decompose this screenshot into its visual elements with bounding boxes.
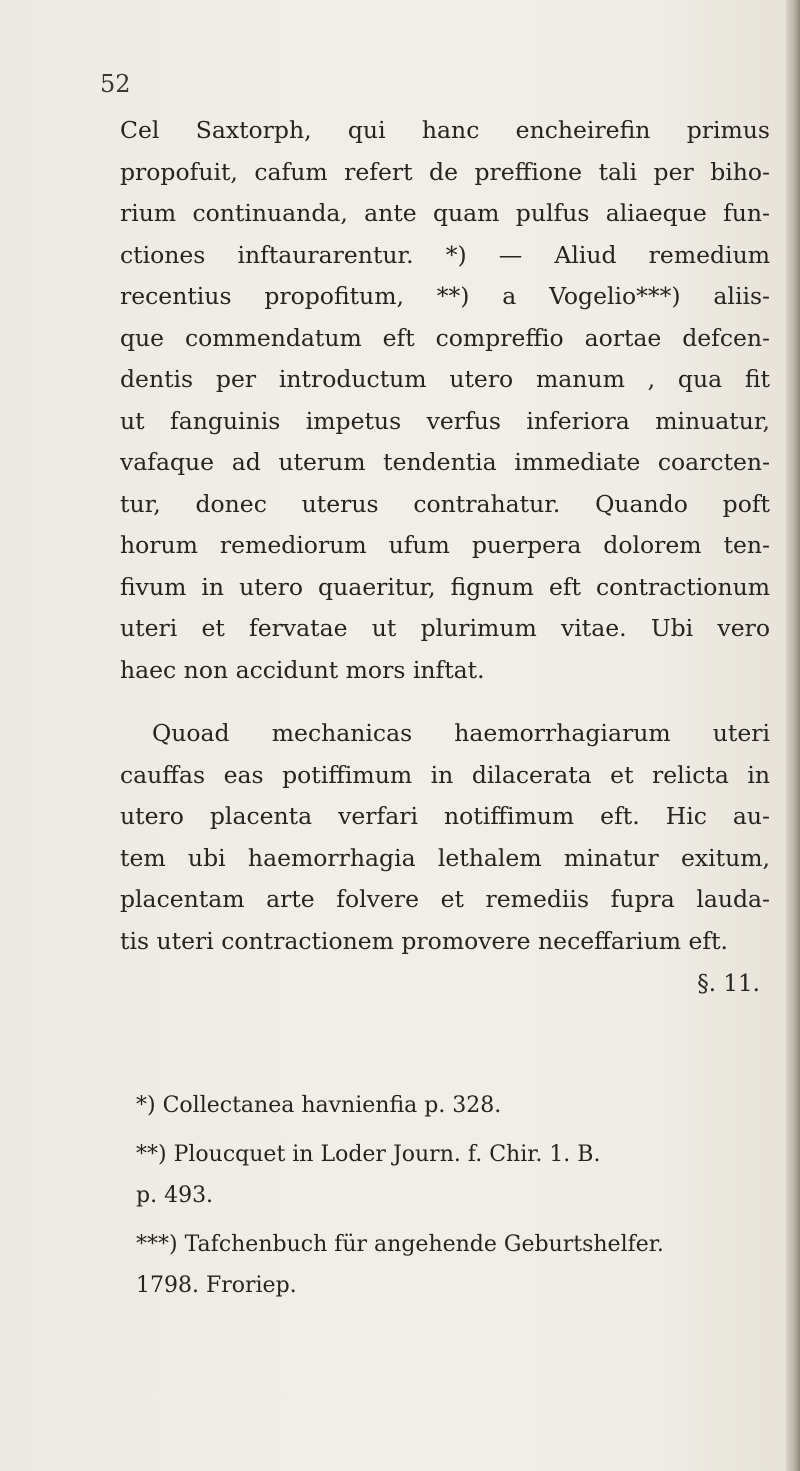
- text-line: horum remediorum ufum puerpera dolorem ten-: [120, 531, 770, 559]
- footnote-2: [136, 1134, 776, 1216]
- footnote-line: [136, 1134, 776, 1175]
- text-line: tis uteri contractionem promovere neceffarium eft.: [120, 926, 729, 955]
- footnote-line: p. 493.: [136, 1183, 214, 1208]
- text-line: fivum in utero quaeritur, fignum eft contractionum: [120, 572, 770, 601]
- text-line: vafaque ad uterum tendentia immediate coarcten-: [120, 448, 770, 476]
- text-line: tur, donec uterus contrahatur. Quando poft: [120, 489, 770, 518]
- section-mark: §. 11.: [697, 971, 760, 997]
- footnote-marker: *): [136, 1093, 156, 1118]
- page-number: 52: [100, 70, 131, 98]
- text-line: Quoad mechanicas haemorrhagiarum uteri: [152, 719, 770, 747]
- body-text: [120, 110, 770, 1006]
- page-edge-shadow: [786, 0, 800, 1471]
- footnote-marker: **): [136, 1142, 167, 1167]
- footnote-1: [136, 1085, 776, 1126]
- text-line: rium continuanda, ante quam pulfus aliaeque fun-: [120, 199, 770, 227]
- text-line: placentam arte folvere et remediis fupra lauda-: [120, 885, 770, 913]
- footnotes: [136, 1085, 776, 1314]
- footnote-text: Tafchenbuch für angehende Geburtshelfer.: [184, 1232, 664, 1257]
- text-line: Cel Saxtorph, qui hanc encheirefin primus: [120, 116, 770, 144]
- text-line: dentis per introductum utero manum , qua fit: [120, 365, 770, 393]
- text-line: cauffas eas potiffimum in dilacerata et relicta in: [120, 760, 770, 789]
- text-line: propofuit, cafum refert de preffione tali per biho-: [120, 157, 770, 186]
- paragraph-2: [120, 713, 770, 962]
- text-line: haec non accidunt mors inftat.: [120, 655, 485, 684]
- text-line: ut fanguinis impetus verfus inferiora minuatur,: [120, 406, 770, 435]
- paragraph-1: [120, 110, 770, 691]
- text-line: que commendatum eft compreffio aortae defcen-: [120, 323, 770, 352]
- footnote-3: [136, 1224, 776, 1306]
- text-line: utero placenta verfari notiffimum eft. Hic au-: [120, 802, 770, 830]
- text-line: ctiones inftaurarentur. *) — Aliud remedium: [120, 240, 770, 269]
- footnote-line: 1798. Froriep.: [136, 1273, 297, 1298]
- footnote-line: [136, 1085, 776, 1126]
- footnote-text: Ploucquet in Loder Journ. f. Chir. 1. B.: [173, 1142, 601, 1167]
- footnote-line: [136, 1224, 776, 1265]
- text-line: uteri et fervatae ut plurimum vitae. Ubi vero: [120, 614, 770, 642]
- text-line: recentius propofitum, **) a Vogelio***) aliis-: [120, 282, 770, 310]
- footnote-marker: ***): [136, 1232, 178, 1257]
- text-line: tem ubi haemorrhagia lethalem minatur exitum,: [120, 843, 770, 872]
- footnote-text: Collectanea havnienfia p. 328.: [162, 1093, 502, 1118]
